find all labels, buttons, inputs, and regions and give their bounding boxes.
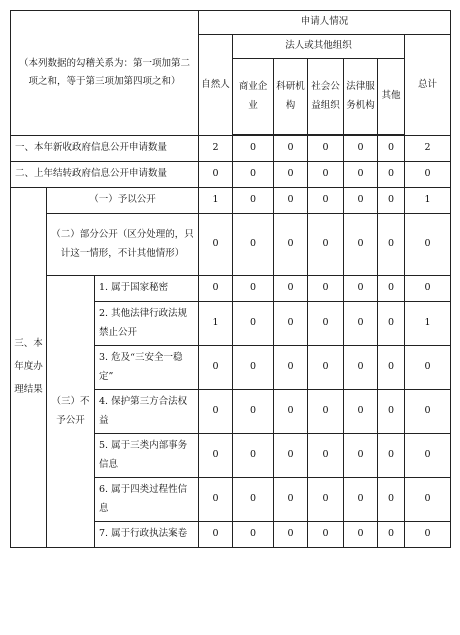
cell-value: 0 bbox=[233, 188, 274, 214]
cell-value: 0 bbox=[378, 478, 405, 522]
cell-value: 0 bbox=[199, 478, 233, 522]
cell-value: 0 bbox=[405, 390, 451, 434]
table-row bbox=[11, 276, 451, 302]
row-label: 5. 属于三类内部事务信息 bbox=[95, 434, 199, 478]
row-label: （一）予以公开 bbox=[47, 188, 199, 214]
row-label-description: （本列数据的勾稽关系为：第一项加第二项之和，等于第三项加第四项之和） bbox=[11, 11, 199, 136]
cell-value: 0 bbox=[344, 162, 378, 188]
cell-value: 0 bbox=[405, 276, 451, 302]
cell-value: 0 bbox=[233, 346, 274, 390]
cell-value: 0 bbox=[199, 390, 233, 434]
cell-value: 0 bbox=[274, 346, 308, 390]
cell-value: 0 bbox=[344, 188, 378, 214]
row-label: 一、本年新收政府信息公开申请数量 bbox=[11, 136, 199, 162]
cell-value: 0 bbox=[199, 522, 233, 548]
cell-value: 0 bbox=[344, 478, 378, 522]
cell-value: 0 bbox=[199, 346, 233, 390]
cell-value: 0 bbox=[233, 276, 274, 302]
cell-value: 1 bbox=[199, 302, 233, 346]
cell-value: 0 bbox=[378, 346, 405, 390]
cell-value: 0 bbox=[233, 522, 274, 548]
cell-value: 0 bbox=[405, 522, 451, 548]
total-header: 总计 bbox=[405, 35, 451, 136]
cell-value: 0 bbox=[274, 188, 308, 214]
cell-value: 0 bbox=[233, 214, 274, 276]
cell-value: 0 bbox=[199, 214, 233, 276]
cell-value: 0 bbox=[378, 162, 405, 188]
cell-value: 0 bbox=[405, 162, 451, 188]
cell-value: 0 bbox=[378, 188, 405, 214]
cell-value: 0 bbox=[308, 214, 344, 276]
cell-value: 0 bbox=[233, 136, 274, 162]
cell-value: 2 bbox=[405, 136, 451, 162]
cell-value: 0 bbox=[308, 522, 344, 548]
cell-value: 0 bbox=[274, 522, 308, 548]
cell-value: 0 bbox=[274, 136, 308, 162]
cell-value: 0 bbox=[378, 136, 405, 162]
government-info-disclosure-table bbox=[10, 10, 451, 548]
legal-entity-group-header: 法人或其他组织 bbox=[233, 35, 405, 59]
cell-value: 0 bbox=[274, 434, 308, 478]
cell-value: 0 bbox=[308, 346, 344, 390]
row-label: 2. 其他法律行政法规禁止公开 bbox=[95, 302, 199, 346]
cell-value: 0 bbox=[308, 434, 344, 478]
row-label: 7. 属于行政执法案卷 bbox=[95, 522, 199, 548]
cell-value: 2 bbox=[199, 136, 233, 162]
cell-value: 0 bbox=[344, 302, 378, 346]
other-header: 其他 bbox=[378, 59, 405, 135]
social-welfare-org-header: 社会公益组织 bbox=[308, 59, 344, 135]
cell-value: 1 bbox=[405, 302, 451, 346]
row-label: 二、上年结转政府信息公开申请数量 bbox=[11, 162, 199, 188]
cell-value: 0 bbox=[308, 390, 344, 434]
cell-value: 0 bbox=[274, 478, 308, 522]
cell-value: 0 bbox=[308, 136, 344, 162]
cell-value: 0 bbox=[378, 522, 405, 548]
row-label: 6. 属于四类过程性信息 bbox=[95, 478, 199, 522]
cell-value: 0 bbox=[274, 276, 308, 302]
table-row bbox=[11, 136, 451, 162]
cell-value: 0 bbox=[308, 478, 344, 522]
cell-value: 0 bbox=[344, 346, 378, 390]
table-row bbox=[11, 214, 451, 276]
cell-value: 0 bbox=[378, 276, 405, 302]
section3-label: 三、本年度办理结果 bbox=[11, 188, 47, 548]
cell-value: 0 bbox=[378, 434, 405, 478]
cell-value: 0 bbox=[308, 162, 344, 188]
cell-value: 0 bbox=[274, 214, 308, 276]
commercial-enterprise-header: 商业企业 bbox=[233, 59, 274, 135]
cell-value: 0 bbox=[344, 522, 378, 548]
cell-value: 0 bbox=[344, 434, 378, 478]
cell-value: 0 bbox=[308, 302, 344, 346]
cell-value: 0 bbox=[405, 434, 451, 478]
legal-service-org-header: 法律服务机构 bbox=[344, 59, 378, 135]
row-label: 3. 危及“三安全一稳定” bbox=[95, 346, 199, 390]
cell-value: 0 bbox=[199, 162, 233, 188]
cell-value: 0 bbox=[344, 136, 378, 162]
cell-value: 0 bbox=[344, 390, 378, 434]
applicant-situation-header: 申请人情况 bbox=[199, 11, 451, 35]
cell-value: 0 bbox=[199, 276, 233, 302]
cell-value: 0 bbox=[199, 434, 233, 478]
cell-value: 0 bbox=[274, 162, 308, 188]
cell-value: 0 bbox=[405, 346, 451, 390]
cell-value: 0 bbox=[233, 302, 274, 346]
cell-value: 0 bbox=[378, 302, 405, 346]
cell-value: 0 bbox=[405, 214, 451, 276]
research-institution-header: 科研机构 bbox=[274, 59, 308, 135]
row-label: 4. 保护第三方合法权益 bbox=[95, 390, 199, 434]
cell-value: 0 bbox=[344, 276, 378, 302]
cell-value: 0 bbox=[405, 478, 451, 522]
cell-value: 0 bbox=[308, 276, 344, 302]
not-disclosed-label: （三）不予公开 bbox=[47, 276, 95, 548]
cell-value: 0 bbox=[274, 302, 308, 346]
row-label: （二）部分公开（区分处理的，只计这一情形，不计其他情形） bbox=[47, 214, 199, 276]
cell-value: 0 bbox=[233, 162, 274, 188]
cell-value: 1 bbox=[405, 188, 451, 214]
cell-value: 0 bbox=[233, 478, 274, 522]
cell-value: 0 bbox=[378, 214, 405, 276]
table-row bbox=[11, 188, 451, 214]
row-label: 1. 属于国家秘密 bbox=[95, 276, 199, 302]
natural-person-header: 自然人 bbox=[199, 35, 233, 136]
cell-value: 0 bbox=[233, 434, 274, 478]
cell-value: 0 bbox=[233, 390, 274, 434]
cell-value: 0 bbox=[274, 390, 308, 434]
cell-value: 0 bbox=[344, 214, 378, 276]
cell-value: 0 bbox=[308, 188, 344, 214]
table-row bbox=[11, 162, 451, 188]
cell-value: 0 bbox=[378, 390, 405, 434]
cell-value: 1 bbox=[199, 188, 233, 214]
